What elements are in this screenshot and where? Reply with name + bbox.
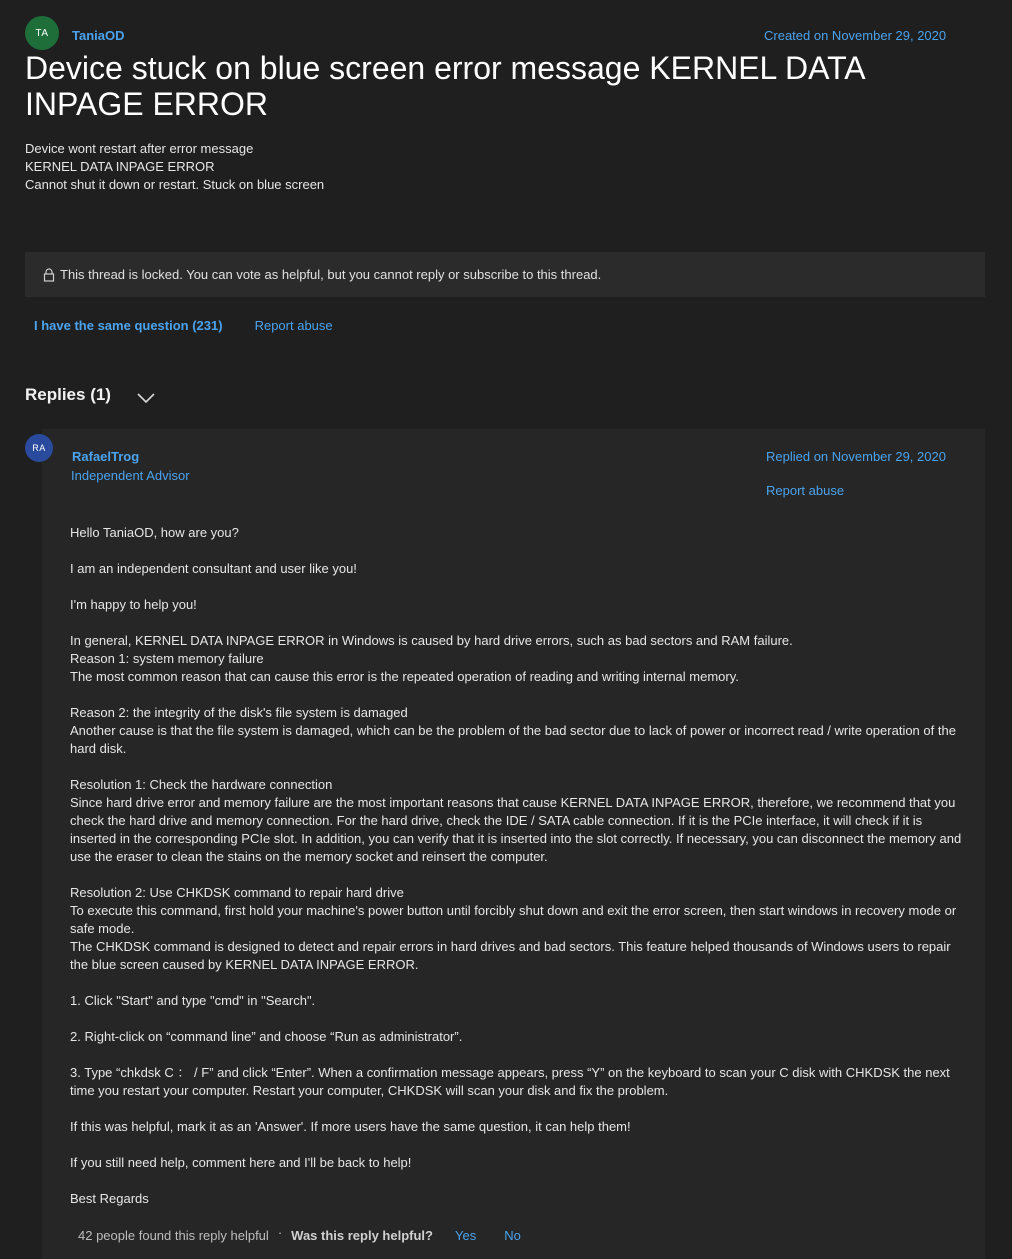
- question-body: [25, 140, 925, 194]
- helpful-count: 42 people found this reply helpful: [78, 1228, 269, 1243]
- reply-paragraph: I am an independent consultant and user like you!: [70, 561, 357, 576]
- reply-paragraph: If you still need help, comment here and I'll be back to help!: [70, 1155, 412, 1170]
- reply-paragraph: In general, KERNEL DATA INPAGE ERROR in Windows is caused by hard drive errors, such as bad sectors and RAM failure. Reason 1: system memory failure The most common reason that can cause this error is the repeated operation of reading and writing internal memory.: [70, 633, 793, 684]
- chevron-down-icon[interactable]: [137, 389, 155, 401]
- reply-date[interactable]: Replied on November 29, 2020: [766, 449, 946, 464]
- reply-paragraph: Resolution 2: Use CHKDSK command to repair hard drive To execute this command, first hold your machine's power button until forcibly shut down and exit the error screen, then start windows in recovery mode or safe mode. The CHKDSK command is designed to detect and repair errors in hard drives and bad sectors. This feature helped thousands of Windows users to repair the blue screen caused by KERNEL DATA INPAGE ERROR.: [70, 885, 957, 972]
- question-body-line: Cannot shut it down or restart. Stuck on blue screen: [25, 177, 325, 192]
- question-author-avatar: TA: [25, 16, 59, 50]
- reply-paragraph: 1. Click "Start" and type "cmd" in "Search".: [70, 993, 316, 1008]
- replies-count: Replies (1): [25, 385, 111, 404]
- reply-paragraph: 3. Type “chkdsk C ： / F” and click “Enter”. When a confirmation message appears, press “Y” on the keyboard to scan your C disk with CHKDSK the next time you restart your computer. Restart your computer, CHKDSK will scan your disk and fix the problem.: [70, 1065, 950, 1098]
- reply-author-link[interactable]: RafaelTrog: [72, 449, 140, 464]
- reply-author-role[interactable]: Independent Advisor: [71, 468, 190, 483]
- reply-author-avatar: RA: [25, 434, 53, 462]
- question-author-link[interactable]: TaniaOD: [72, 28, 125, 43]
- question-created-date[interactable]: Created on November 29, 2020: [764, 28, 947, 43]
- reply-paragraph: 2. Right-click on “command line” and choose “Run as administrator”.: [70, 1029, 463, 1044]
- reply-paragraph: Reason 2: the integrity of the disk's file system is damaged Another cause is that the file system is damaged, which can be the problem of the bad sector due to lack of power or incorrect read / write operation of the hard disk.: [70, 705, 956, 756]
- replies-heading[interactable]: [25, 385, 155, 405]
- helpful-yes-button[interactable]: Yes: [454, 1228, 477, 1243]
- reply-feedback-bar: [78, 1225, 521, 1243]
- question-actions: [34, 318, 333, 333]
- reply-paragraph: Hello TaniaOD, how are you?: [70, 525, 239, 540]
- reply-body: [70, 524, 965, 1226]
- question-body-line: Device wont restart after error message: [25, 141, 254, 156]
- separator-dot: ·: [277, 1225, 283, 1240]
- thread-locked-text: This thread is locked. You can vote as helpful, but you cannot reply or subscribe to this thread.: [60, 267, 602, 282]
- question-body-line: KERNEL DATA INPAGE ERROR: [25, 159, 215, 174]
- helpful-question: Was this reply helpful?: [291, 1228, 433, 1243]
- helpful-no-button[interactable]: No: [504, 1228, 521, 1243]
- reply-paragraph: I'm happy to help you!: [70, 597, 197, 612]
- report-abuse-reply-link[interactable]: Report abuse: [766, 483, 845, 498]
- report-abuse-question-link[interactable]: Report abuse: [254, 318, 333, 333]
- lock-icon: [43, 268, 55, 282]
- reply-paragraph: Resolution 1: Check the hardware connection Since hard drive error and memory failure are the most important reasons that cause KERNEL DATA INPAGE ERROR, therefore, we recommend that you check the hard drive and memory connection. For the hard drive, check the IDE / SATA cable connection. If it is the PCIe interface, it will check if it is inserted in the corresponding PCIe slot. In addition, you can verify that it is inserted into the slot correctly. If necessary, you can disconnect the memory and use the eraser to clean the stains on the memory socket and reinsert the computer.: [70, 777, 962, 864]
- thread-locked-banner: [25, 252, 985, 297]
- same-question-button[interactable]: I have the same question (231): [34, 318, 223, 333]
- reply-paragraph: If this was helpful, mark it as an 'Answer'. If more users have the same question, it can help them!: [70, 1119, 631, 1134]
- question-title: Device stuck on blue screen error message KERNEL DATA INPAGE ERROR: [25, 50, 864, 122]
- reply-paragraph: Best Regards: [70, 1191, 149, 1206]
